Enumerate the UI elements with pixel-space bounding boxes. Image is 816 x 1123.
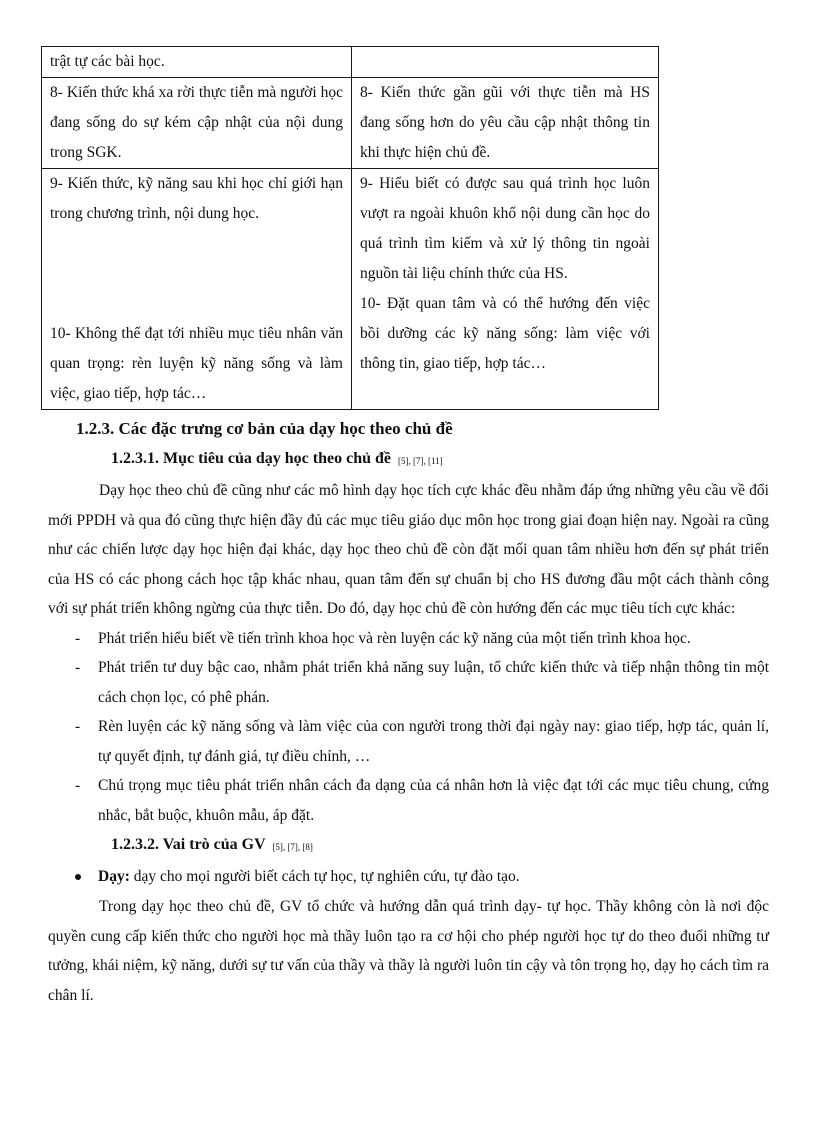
list-item-text: Rèn luyện các kỹ năng sống và làm việc của con người trong thời đại ngày nay: giao tiếp, hợp tác, quản lí, tự quyết định, tự đánh giá, tự điều chỉnh, … (98, 718, 769, 765)
bullet-dot-icon (75, 874, 81, 880)
table-row (42, 78, 659, 169)
dash-marker: - (75, 718, 81, 735)
list-item (48, 624, 769, 654)
list-item-text: Phát triển tư duy bậc cao, nhằm phát triển khả năng suy luận, tổ chức kiến thức và tiếp nhận thông tin một cách chọn lọc, có phê phán. (98, 659, 769, 706)
paragraph: Trong dạy học theo chủ đề, GV tổ chức và hướng dẫn quá trình dạy- tự học. Thầy không còn là nơi độc quyền cung cấp kiến thức cho người học mà thầy luôn tạo ra cơ hội cho phép người học tự do theo đuổi những tư tưởng, khái niệm, kỹ năng, dưới sự tư vấn của thầy và thầy là người luôn tin cậy và tôn trọng họ, dạy họ cách tìm ra chân lí. (48, 898, 769, 1004)
subsection-title: 1.2.3.1. Mục tiêu của dạy học theo chủ đề (111, 450, 391, 467)
list-item (48, 653, 769, 712)
cell-text: trật tự các bài học. (50, 53, 165, 70)
cell-text: 10- Đặt quan tâm và có thể hướng đến việc bồi dưỡng các kỹ năng sống: làm việc với thông tin, giao tiếp, hợp tác… (360, 295, 650, 372)
list-item (48, 712, 769, 771)
goals-list (48, 624, 769, 831)
dash-marker: - (75, 629, 81, 647)
comparison-table (41, 46, 659, 410)
table-cell-left (42, 78, 352, 169)
table-cell-right (352, 47, 659, 78)
dash-marker: - (75, 777, 81, 794)
cell-text: 8- Kiến thức khá xa rời thực tiễn mà người học đang sống do sự kém cập nhật của nội dung trong SGK. (50, 84, 343, 161)
bullet-text: dạy cho mọi người biết cách tự học, tự nghiên cứu, tự đào tạo. (129, 868, 520, 885)
list-item-text: Phát triển hiểu biết về tiến trình khoa học và rèn luyện các kỹ năng của một tiến trình khoa học. (98, 629, 691, 647)
document-body (48, 414, 769, 1010)
bullet-term: Dạy: (98, 868, 130, 885)
cell-spacer (50, 229, 343, 319)
citation: [5], [7], [11] (398, 456, 443, 466)
table-cell-left (42, 47, 352, 78)
paragraph: Dạy học theo chủ đề cũng như các mô hình dạy học tích cực khác đều nhằm đáp ứng những yêu cầu về đổi mới PPDH và qua đó cũng thực hiện đầy đủ các mục tiêu giáo dục môn học trong giai đoạn hiện nay. Ngoài ra cũng như các chiến lược dạy học hiện đại khác, dạy học theo chủ đề còn đặt mối quan tâm nhiều hơn đến sự phát triển của HS có các phong cách học tập khác nhau, quan tâm đến sự chuẩn bị cho HS đương đầu một cách thành công với sự phát triển không ngừng của thực tiễn. Do đó, dạy học chủ đề còn hướng đến các mục tiêu tích cực khác: (48, 482, 769, 617)
subsection-heading-goals (111, 444, 769, 476)
cell-text: 9- Kiến thức, kỹ năng sau khi học chỉ giới hạn trong chương trình, nội dung học. (50, 175, 343, 222)
citation: [5], [7], [8] (272, 842, 313, 852)
bullet-item (48, 862, 769, 892)
dash-marker: - (75, 659, 81, 676)
list-item-text: Chú trọng mục tiêu phát triển nhân cách đa dạng của cá nhân hơn là việc đạt tới các mục tiêu chung, cứng nhắc, bắt buộc, khuôn mẫu, áp đặt. (98, 777, 769, 824)
table-row (42, 47, 659, 78)
subsection-heading-teacher-role (111, 830, 769, 862)
table-cell-right (352, 78, 659, 169)
cell-text: 8- Kiến thức gần gũi với thực tiễn mà HS đang sống hơn do yêu cầu cập nhật thông tin khi thực hiện chủ đề. (360, 84, 650, 161)
table-cell-right (352, 169, 659, 410)
list-item (48, 771, 769, 830)
cell-text: 9- Hiểu biết có được sau quá trình học luôn vượt ra ngoài khuôn khổ nội dung cần học do quá trình tìm kiếm và xử lý thông tin ngoài nguồn tài liệu chính thức của HS. (360, 175, 650, 282)
subsection-title: 1.2.3.2. Vai trò của GV (111, 836, 266, 853)
cell-text: 10- Không thể đạt tới nhiều mục tiêu nhân văn quan trọng: rèn luyện kỹ năng sống và làm việc, giao tiếp, hợp tác… (50, 325, 343, 402)
table-row (42, 169, 659, 410)
table-cell-left (42, 169, 352, 410)
section-heading: 1.2.3. Các đặc trưng cơ bản của dạy học theo chủ đề (76, 419, 453, 438)
